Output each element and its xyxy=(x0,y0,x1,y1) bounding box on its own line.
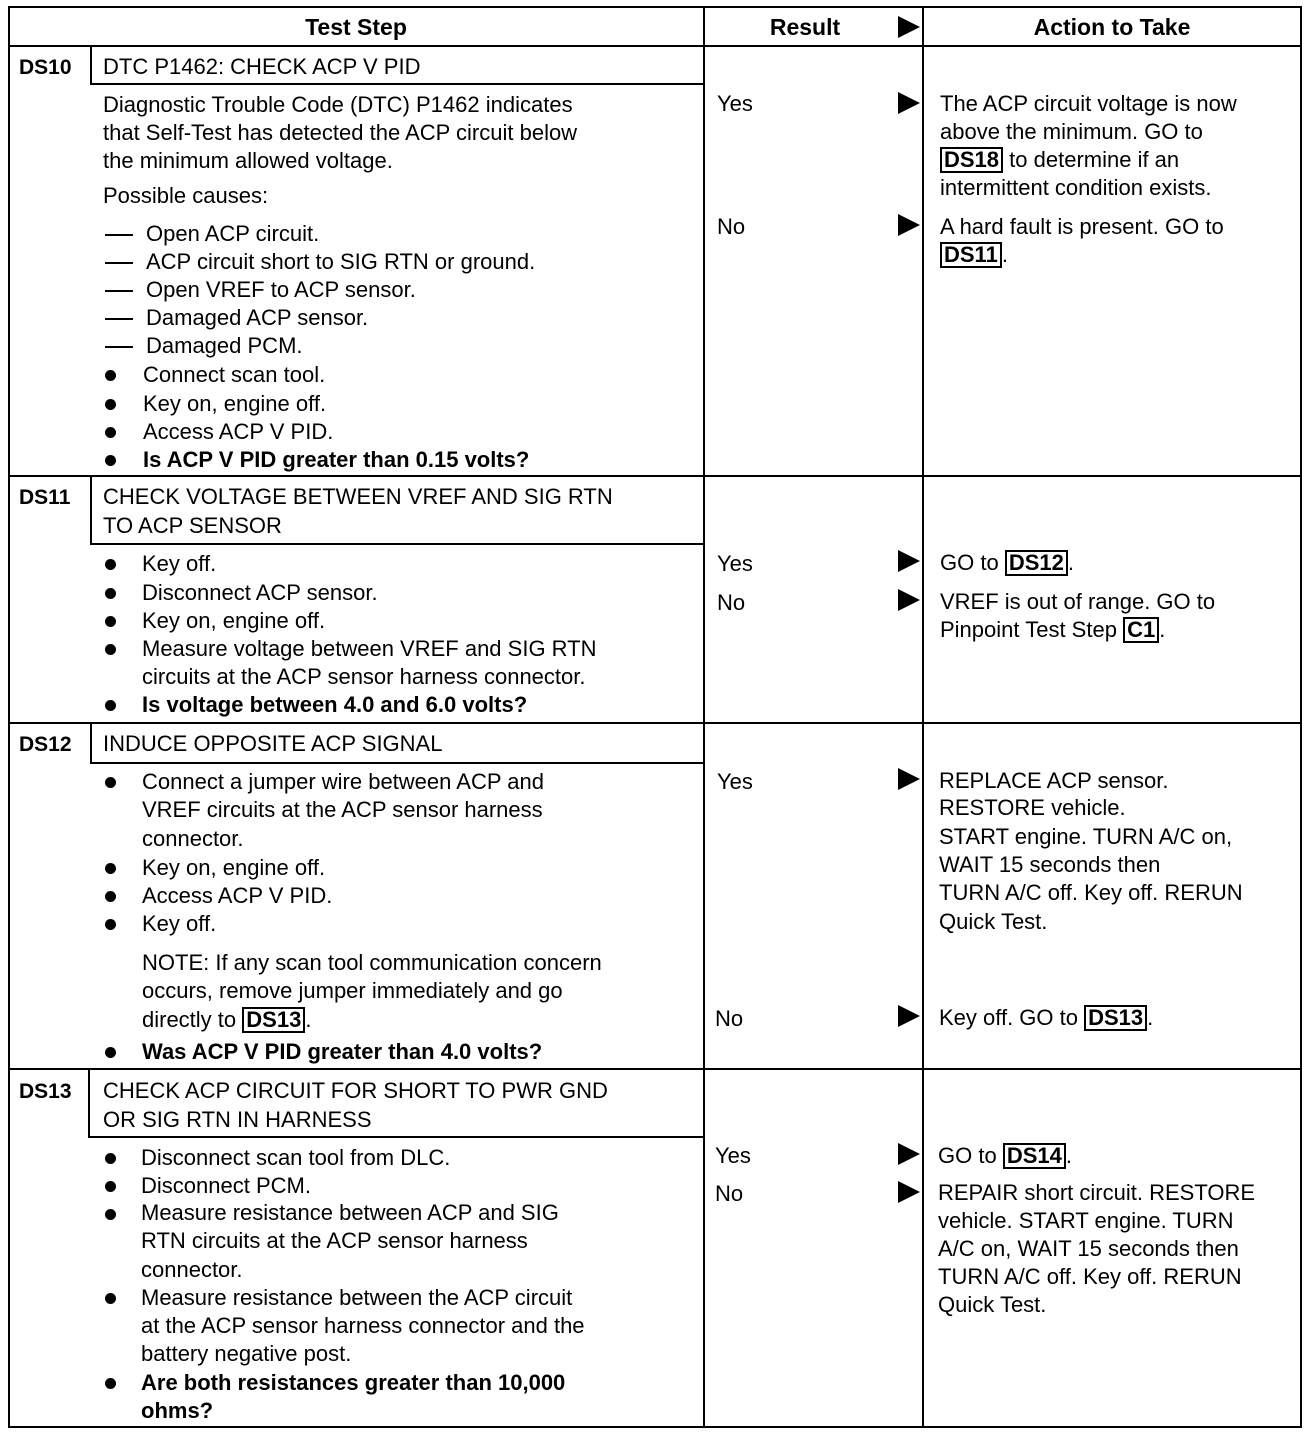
header-rule xyxy=(8,45,1302,47)
bullet-icon xyxy=(105,370,116,381)
bullet-icon xyxy=(105,616,116,627)
ds12-bullet-1-line-1: Connect a jumper wire between ACP and xyxy=(142,769,544,794)
ds10-no-tail: . xyxy=(1001,242,1008,267)
bullet-icon xyxy=(105,455,116,466)
ds13-no-action-2: vehicle. START engine. TURN xyxy=(938,1208,1234,1233)
ds11-yes-action xyxy=(940,549,1074,578)
ds10-bullet-2: Key on, engine off. xyxy=(143,391,327,416)
table-border-top xyxy=(8,6,1302,8)
ds10-cause-4: Damaged ACP sensor. xyxy=(146,305,369,330)
code-box-ds12-bottom xyxy=(90,762,704,764)
ds11-question: Is voltage between 4.0 and 6.0 volts? xyxy=(142,692,528,717)
ds13-bullet-4-line-1: Measure resistance between the ACP circuit xyxy=(141,1285,573,1310)
ds10-yes-action-4: intermittent condition exists. xyxy=(940,175,1212,200)
ds13-bullet-4-line-2: at the ACP sensor harness connector and the xyxy=(141,1313,585,1338)
ds12-no-ref[interactable]: DS13 xyxy=(1084,1005,1147,1031)
ds11-yes-text: GO to xyxy=(940,550,999,575)
ds12-bullet-2: Key on, engine off. xyxy=(142,855,326,880)
bullet-icon xyxy=(105,1047,116,1058)
step-code-ds12: DS12 xyxy=(19,733,72,756)
step-title-ds11-line-2: TO ACP SENSOR xyxy=(103,513,282,538)
ds13-no-action-1: REPAIR short circuit. RESTORE xyxy=(938,1180,1256,1205)
dash-icon xyxy=(105,346,133,348)
ds12-note-line-2: occurs, remove jumper immediately and go xyxy=(142,978,563,1003)
ds11-no-action-1: VREF is out of range. GO to xyxy=(940,589,1216,614)
ds10-yes-action-2: above the minimum. GO to xyxy=(940,119,1203,144)
ds11-yes-ref[interactable]: DS12 xyxy=(1005,550,1068,576)
bullet-icon xyxy=(105,891,116,902)
ds13-bullet-3-line-2: RTN circuits at the ACP sensor harness xyxy=(141,1228,528,1253)
arrow-icon xyxy=(898,1143,920,1165)
dash-icon xyxy=(105,262,133,264)
row-divider-ds13 xyxy=(8,1068,1302,1070)
ds10-para-line-3: the minimum allowed voltage. xyxy=(103,148,393,173)
ds13-yes-text: GO to xyxy=(938,1143,997,1168)
ds12-note-text: directly to xyxy=(142,1007,237,1032)
table-border-bottom xyxy=(8,1426,1302,1428)
ds13-result-yes: Yes xyxy=(715,1143,751,1168)
step-title-ds11-line-1: CHECK VOLTAGE BETWEEN VREF AND SIG RTN xyxy=(103,484,613,509)
step-title-ds10: DTC P1462: CHECK ACP V PID xyxy=(103,54,421,79)
ds10-cause-2: ACP circuit short to SIG RTN or ground. xyxy=(146,249,536,274)
ds12-yes-action-3: START engine. TURN A/C on, xyxy=(939,824,1233,849)
ds13-bullet-1: Disconnect scan tool from DLC. xyxy=(141,1145,451,1170)
ds10-cause-3: Open VREF to ACP sensor. xyxy=(146,277,416,302)
table-border-right xyxy=(1300,6,1302,1428)
header-arrow-icon xyxy=(898,16,920,38)
code-box-ds13-right xyxy=(88,1068,90,1138)
code-box-ds10-bottom xyxy=(90,83,704,85)
bullet-icon xyxy=(105,1209,116,1220)
ds10-para-line-1: Diagnostic Trouble Code (DTC) P1462 indicates xyxy=(103,92,573,117)
ds10-possible-causes: Possible causes: xyxy=(103,183,269,208)
ds10-cause-5: Damaged PCM. xyxy=(146,333,303,358)
arrow-icon xyxy=(898,92,920,114)
arrow-icon xyxy=(898,1181,920,1203)
bullet-icon xyxy=(105,1153,116,1164)
ds12-no-text: Key off. GO to xyxy=(939,1005,1078,1030)
header-action: Action to Take xyxy=(1033,14,1191,40)
step-title-ds13-line-1: CHECK ACP CIRCUIT FOR SHORT TO PWR GND xyxy=(103,1078,608,1103)
bullet-icon xyxy=(105,399,116,410)
ds11-no-action-2 xyxy=(940,616,1165,645)
code-box-ds11-right xyxy=(90,475,92,545)
ds13-bullet-2: Disconnect PCM. xyxy=(141,1173,311,1198)
ds12-result-yes: Yes xyxy=(717,769,753,794)
bullet-icon xyxy=(105,588,116,599)
ds12-yes-action-4: WAIT 15 seconds then xyxy=(939,852,1161,877)
ds10-cause-1: Open ACP circuit. xyxy=(146,221,320,246)
header-result: Result xyxy=(769,14,841,40)
arrow-icon xyxy=(898,550,920,572)
ds10-no-ref[interactable]: DS11 xyxy=(940,242,1002,268)
ds12-yes-action-6: Quick Test. xyxy=(939,909,1048,934)
dash-icon xyxy=(105,234,133,236)
ds13-bullet-4-line-3: battery negative post. xyxy=(141,1341,352,1366)
ds12-yes-action-2: RESTORE vehicle. xyxy=(939,795,1126,820)
code-box-ds13-bottom xyxy=(88,1136,704,1138)
ds11-yes-tail: . xyxy=(1067,550,1074,575)
bullet-icon xyxy=(105,777,116,788)
ds10-yes-ref[interactable]: DS18 xyxy=(940,147,1003,173)
ds12-note-line-3 xyxy=(142,1006,311,1035)
ds10-bullet-3: Access ACP V PID. xyxy=(143,419,334,444)
bullet-icon xyxy=(105,919,116,930)
ds10-result-no: No xyxy=(717,214,746,239)
bullet-icon xyxy=(105,559,116,570)
bullet-icon xyxy=(105,644,116,655)
ds13-bullet-3-line-3: connector. xyxy=(141,1257,243,1282)
row-divider-ds11 xyxy=(8,475,1302,477)
step-code-ds10: DS10 xyxy=(19,56,72,79)
ds13-result-no: No xyxy=(715,1181,744,1206)
step-title-ds12: INDUCE OPPOSITE ACP SIGNAL xyxy=(103,731,443,756)
ds13-yes-tail: . xyxy=(1065,1143,1072,1168)
dash-icon xyxy=(105,318,133,320)
ds11-bullet-4-line-1: Measure voltage between VREF and SIG RTN xyxy=(142,636,597,661)
ds13-no-action-5: Quick Test. xyxy=(938,1292,1047,1317)
ds11-no-tail: . xyxy=(1159,617,1166,642)
ds12-result-no: No xyxy=(715,1006,744,1031)
ds13-yes-action xyxy=(938,1142,1072,1171)
ds12-bullet-4: Key off. xyxy=(142,911,217,936)
ds12-no-action xyxy=(939,1004,1153,1033)
ds12-yes-action-5: TURN A/C off. Key off. RERUN xyxy=(939,880,1243,905)
arrow-icon xyxy=(898,214,920,236)
ds13-bullet-3-line-1: Measure resistance between ACP and SIG xyxy=(141,1200,559,1225)
dash-icon xyxy=(105,290,133,292)
bullet-icon xyxy=(105,1378,116,1389)
divider-result-action xyxy=(922,6,924,1428)
ds12-bullet-1-line-3: connector. xyxy=(142,826,244,851)
bullet-icon xyxy=(105,700,116,711)
ds11-bullet-3: Key on, engine off. xyxy=(142,608,326,633)
ds12-note-tail: . xyxy=(305,1007,312,1032)
arrow-icon xyxy=(898,589,920,611)
ds11-bullet-4-line-2: circuits at the ACP sensor harness connector. xyxy=(142,664,586,689)
ds11-bullet-1: Key off. xyxy=(142,551,217,576)
bullet-icon xyxy=(105,1293,116,1304)
ds11-result-no: No xyxy=(717,590,746,615)
ds12-bullet-1-line-2: VREF circuits at the ACP sensor harness xyxy=(142,797,543,822)
ds12-no-tail: . xyxy=(1147,1005,1154,1030)
arrow-icon xyxy=(898,1005,920,1027)
ds10-yes-tail: to determine if an xyxy=(1009,147,1180,172)
ds10-para-line-2: that Self-Test has detected the ACP circuit below xyxy=(103,120,578,145)
bullet-icon xyxy=(105,1181,116,1192)
ds13-yes-ref[interactable]: DS14 xyxy=(1003,1143,1066,1169)
ds11-result-yes: Yes xyxy=(717,551,753,576)
ds11-no-text: Pinpoint Test Step xyxy=(940,617,1117,642)
ds10-yes-action-3 xyxy=(940,146,1179,175)
ds10-no-action-2 xyxy=(940,241,1008,270)
ds12-note-line-1: NOTE: If any scan tool communication concern xyxy=(142,950,602,975)
ds10-result-yes: Yes xyxy=(717,91,753,116)
header-test-step: Test Step xyxy=(305,14,407,40)
divider-step-result xyxy=(703,6,705,1428)
ds13-no-action-3: A/C on, WAIT 15 seconds then xyxy=(938,1236,1239,1261)
bullet-icon xyxy=(105,427,116,438)
ds11-no-ref[interactable]: C1 xyxy=(1123,617,1159,643)
ds13-question-line-1: Are both resistances greater than 10,000 xyxy=(141,1370,566,1395)
bullet-icon xyxy=(105,863,116,874)
step-title-ds13-line-2: OR SIG RTN IN HARNESS xyxy=(103,1107,372,1132)
ds12-note-ref[interactable]: DS13 xyxy=(242,1007,305,1033)
ds13-question-line-2: ohms? xyxy=(141,1398,214,1423)
table-border-left xyxy=(8,6,10,1428)
step-code-ds13: DS13 xyxy=(19,1080,72,1103)
code-box-ds12-right xyxy=(90,722,92,764)
ds12-yes-action-1: REPLACE ACP sensor. xyxy=(939,768,1169,793)
ds10-yes-action-1: The ACP circuit voltage is now xyxy=(940,91,1237,116)
code-box-ds10-right xyxy=(90,45,92,85)
ds10-question: Is ACP V PID greater than 0.15 volts? xyxy=(143,447,530,472)
step-code-ds11: DS11 xyxy=(19,486,71,509)
arrow-icon xyxy=(898,768,920,790)
row-divider-ds12 xyxy=(8,722,1302,724)
ds12-question: Was ACP V PID greater than 4.0 volts? xyxy=(142,1039,543,1064)
ds10-bullet-1: Connect scan tool. xyxy=(143,362,326,387)
ds13-no-action-4: TURN A/C off. Key off. RERUN xyxy=(938,1264,1242,1289)
ds11-bullet-2: Disconnect ACP sensor. xyxy=(142,580,378,605)
ds12-bullet-3: Access ACP V PID. xyxy=(142,883,333,908)
ds10-no-action-1: A hard fault is present. GO to xyxy=(940,214,1224,239)
code-box-ds11-bottom xyxy=(90,543,704,545)
